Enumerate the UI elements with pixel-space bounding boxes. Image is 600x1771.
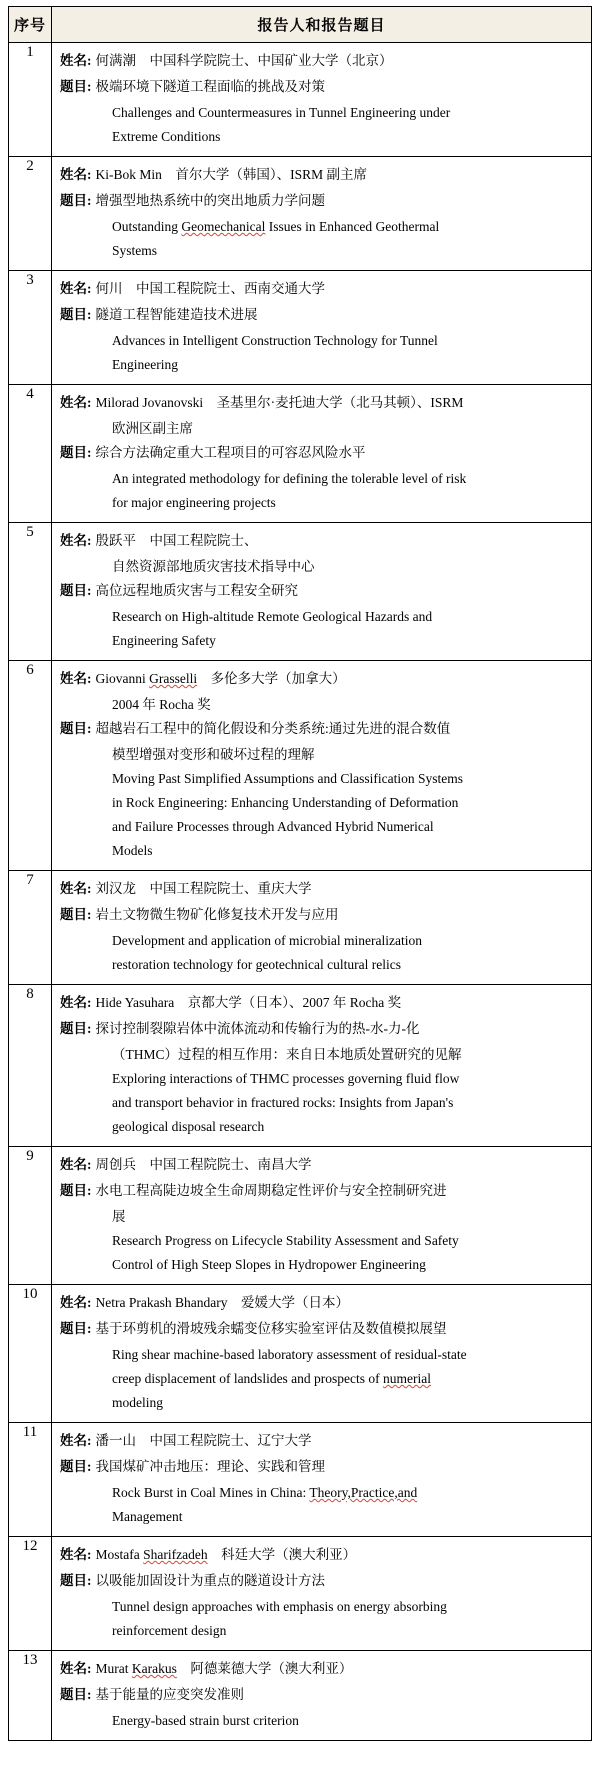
speaker-name-line [60,49,583,73]
talk-title-continuation: Tunnel design approaches with emphasis on energy absorbing [112,1599,447,1614]
talk-title-continuation: and Failure Processes through Advanced Hybrid Numerical [112,819,434,834]
speaker-name-line [60,529,583,553]
speaker-name-line [60,1429,583,1453]
talk-title-continuation: Moving Past Simplified Assumptions and Classification Systems [112,771,464,786]
row-number: 8 [9,985,52,1147]
table-row [9,661,592,871]
talk-title-continuation: Control of High Steep Slopes in Hydropower Engineering [112,1257,426,1272]
name-label: 姓名: [60,53,92,68]
speaker-name: Milorad Jovanovski 圣基里尔·麦托迪大学（北马其顿）、ISRM [95,395,464,410]
row-content [52,157,592,271]
table-row [9,1423,592,1537]
speaker-name: Mostafa Sharifzadeh 科廷大学（澳大利亚） [95,1547,357,1562]
talk-title-continuation: Rock Burst in Coal Mines in China: Theory,Practice,and [112,1485,418,1500]
table-row [9,157,592,271]
header-speaker-and-title: 报告人和报告题目 [52,7,592,43]
row-content [52,523,592,661]
talk-title-continuation: Models [112,843,153,858]
name-label: 姓名: [60,281,92,296]
talk-title-continuation: Advances in Intelligent Construction Technology for Tunnel [112,333,438,348]
talk-title: 探讨控制裂隙岩体中流体流动和传输行为的热-水-力-化 [95,1021,420,1036]
title-label: 题目: [60,1573,92,1588]
talk-title-continuation: Engineering Safety [112,633,216,648]
title-label: 题目: [60,1021,92,1036]
talk-title: 岩土文物微生物矿化修复技术开发与应用 [95,907,339,922]
talk-title: 极端环境下隧道工程面临的挑战及对策 [95,79,325,94]
name-label: 姓名: [60,1547,92,1562]
talk-title-line [60,1683,583,1707]
talk-title: 基于环剪机的滑坡残余蠕变位移实验室评估及数值模拟展望 [95,1321,447,1336]
talk-title-line [60,441,583,465]
row-number: 12 [9,1537,52,1651]
talk-title-continuation: Extreme Conditions [112,129,221,144]
title-label: 题目: [60,1183,92,1198]
title-label: 题目: [60,907,92,922]
speaker-name: Giovanni Grasselli 多伦多大学（加拿大） [95,671,346,686]
speaker-name: 殷跃平 中国工程院院士、 [95,533,258,548]
speaker-name: Hide Yasuhara 京都大学（日本）、2007 年 Rocha 奖 [95,995,402,1010]
row-number: 1 [9,43,52,157]
speaker-name: Netra Prakash Bhandary 爱媛大学（日本） [95,1295,349,1310]
row-number: 3 [9,271,52,385]
name-label: 姓名: [60,167,92,182]
row-content [52,1147,592,1285]
talk-title-line [60,189,583,213]
talk-title: 超越岩石工程中的简化假设和分类系统:通过先进的混合数值 [95,721,451,736]
talk-title: 综合方法确定重大工程项目的可容忍风险水平 [95,445,366,460]
row-number: 9 [9,1147,52,1285]
name-label: 姓名: [60,1433,92,1448]
name-label: 姓名: [60,1661,92,1676]
talk-title: 基于能量的应变突发准则 [95,1687,244,1702]
row-number: 13 [9,1651,52,1741]
speaker-name-line [60,667,583,691]
talk-title-continuation: An integrated methodology for defining the tolerable level of risk [112,471,467,486]
talk-title-line [60,1179,583,1203]
speaker-name-line [60,1291,583,1315]
talk-title-line [60,903,583,927]
speaker-name-continuation: 自然资源部地质灾害技术指导中心 [112,559,315,574]
row-number: 10 [9,1285,52,1423]
talk-title-continuation: Research on High-altitude Remote Geological Hazards and [112,609,433,624]
speaker-name: 何川 中国工程院院士、西南交通大学 [95,281,325,296]
speaker-name-line [60,991,583,1015]
speaker-name: 刘汉龙 中国工程院院士、重庆大学 [95,881,312,896]
table-row [9,1147,592,1285]
title-label: 题目: [60,583,92,598]
row-content [52,985,592,1147]
talk-title: 隧道工程智能建造技术进展 [95,307,258,322]
talk-title: 我国煤矿冲击地压：理论、实践和管理 [95,1459,325,1474]
table-row [9,985,592,1147]
talk-title-continuation: modeling [112,1395,163,1410]
row-number: 2 [9,157,52,271]
title-label: 题目: [60,445,92,460]
table-row [9,1651,592,1741]
row-content [52,385,592,523]
talk-title-continuation: 模型增强对变形和破坏过程的理解 [112,747,315,762]
talk-title-continuation: Challenges and Countermeasures in Tunnel Engineering under [112,105,451,120]
table-row [9,43,592,157]
speaker-name-continuation: 2004 年 Rocha 奖 [112,697,211,712]
table-row [9,271,592,385]
table-row [9,385,592,523]
row-content [52,43,592,157]
talk-title-continuation: geological disposal research [112,1119,265,1134]
title-label: 题目: [60,1321,92,1336]
talk-title-continuation: Engineering [112,357,178,372]
speakers-table [8,6,592,1741]
table-row [9,1285,592,1423]
name-label: 姓名: [60,1295,92,1310]
speaker-name: Murat Karakus 阿德莱德大学（澳大利亚） [95,1661,353,1676]
speaker-name-line [60,163,583,187]
speaker-name-line [60,277,583,301]
talk-title-continuation: in Rock Engineering: Enhancing Understanding of Deformation [112,795,459,810]
talk-title-continuation: 展 [112,1209,126,1224]
talk-title-continuation: Systems [112,243,158,258]
talk-title-line [60,1017,583,1041]
row-content [52,1285,592,1423]
speaker-name-line [60,1153,583,1177]
talk-title-continuation: Research Progress on Lifecycle Stability Assessment and Safety [112,1233,459,1248]
talk-title-continuation: creep displacement of landslides and prospects of numerial [112,1371,432,1386]
speaker-name-line [60,391,583,415]
speaker-name-continuation: 欧洲区副主席 [112,421,193,436]
name-label: 姓名: [60,995,92,1010]
speaker-name: 潘一山 中国工程院院士、辽宁大学 [95,1433,312,1448]
table-body [9,43,592,1741]
row-content [52,1651,592,1741]
table-head [9,7,592,43]
name-label: 姓名: [60,395,92,410]
talk-title-line [60,1455,583,1479]
talk-title-continuation: restoration technology for geotechnical cultural relics [112,957,402,972]
name-label: 姓名: [60,1157,92,1172]
talk-title-continuation: Exploring interactions of THMC processes governing fluid flow [112,1071,460,1086]
talk-title-continuation: Management [112,1509,183,1524]
talk-title-line [60,579,583,603]
talk-title-continuation: （THMC）过程的相互作用：来自日本地质处置研究的见解 [112,1047,462,1062]
row-number: 7 [9,871,52,985]
title-label: 题目: [60,1687,92,1702]
talk-title-line [60,75,583,99]
speaker-name-line [60,1657,583,1681]
speaker-name: 何满潮 中国科学院院士、中国矿业大学（北京） [95,53,393,68]
header-no: 序号 [9,7,52,43]
row-content [52,661,592,871]
row-content [52,871,592,985]
talk-title-continuation: and transport behavior in fractured rocks: Insights from Japan's [112,1095,454,1110]
table-row [9,1537,592,1651]
talk-title-continuation: Development and application of microbial mineralization [112,933,423,948]
speaker-name: 周创兵 中国工程院院士、南昌大学 [95,1157,312,1172]
talk-title-line [60,717,583,741]
row-number: 4 [9,385,52,523]
talk-title-line [60,1569,583,1593]
name-label: 姓名: [60,671,92,686]
talk-title-line [60,303,583,327]
speaker-name: Ki-Bok Min 首尔大学（韩国）、ISRM 副主席 [95,167,368,182]
row-number: 6 [9,661,52,871]
title-label: 题目: [60,1459,92,1474]
name-label: 姓名: [60,881,92,896]
talk-title-continuation: Energy-based strain burst criterion [112,1713,299,1728]
talk-title-continuation: Outstanding Geomechanical Issues in Enhanced Geothermal [112,219,440,234]
row-content [52,1423,592,1537]
talk-title: 增强型地热系统中的突出地质力学问题 [95,193,325,208]
table-header-row [9,7,592,43]
talk-title: 以吸能加固设计为重点的隧道设计方法 [95,1573,325,1588]
title-label: 题目: [60,307,92,322]
title-label: 题目: [60,193,92,208]
talk-title-continuation: reinforcement design [112,1623,227,1638]
row-number: 11 [9,1423,52,1537]
title-label: 题目: [60,79,92,94]
table-row [9,523,592,661]
row-content [52,271,592,385]
talk-title-continuation: for major engineering projects [112,495,276,510]
talk-title-continuation: Ring shear machine-based laboratory assessment of residual-state [112,1347,467,1362]
name-label: 姓名: [60,533,92,548]
speaker-name-line [60,1543,583,1567]
talk-title: 水电工程高陡边坡全生命周期稳定性评价与安全控制研究进 [95,1183,447,1198]
title-label: 题目: [60,721,92,736]
table-row [9,871,592,985]
talk-title: 高位远程地质灾害与工程安全研究 [95,583,298,598]
speaker-name-line [60,877,583,901]
row-number: 5 [9,523,52,661]
row-content [52,1537,592,1651]
talk-title-line [60,1317,583,1341]
